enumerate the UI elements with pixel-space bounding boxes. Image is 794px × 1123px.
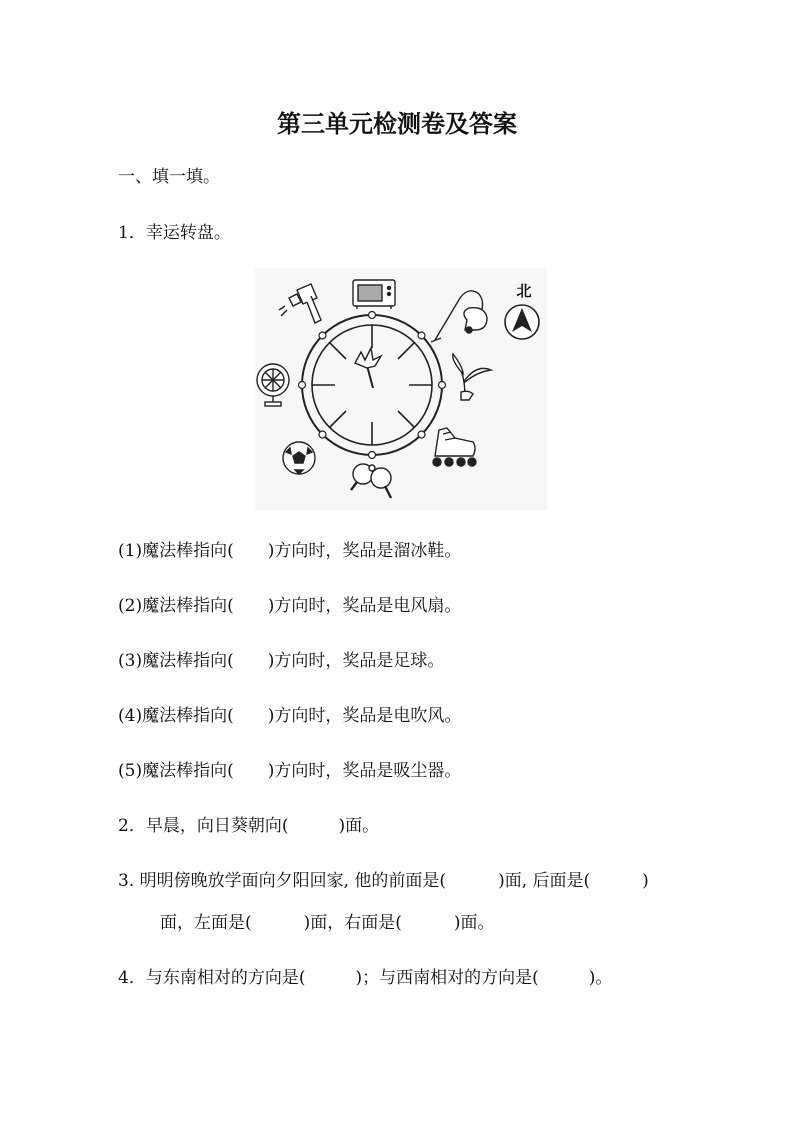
lucky-wheel-figure — [255, 268, 547, 510]
question-3-line-2: 面，左面是( )面，右面是( )面。 — [160, 913, 495, 933]
soccer-ball-icon — [283, 442, 315, 474]
q1-item-5: (5)魔法棒指向( )方向时，奖品是吸尘器。 — [118, 761, 462, 781]
q1-item-4: (4)魔法棒指向( )方向时，奖品是电吹风。 — [118, 706, 462, 726]
section-heading: 一、填一填。 — [118, 167, 220, 187]
question-1-label: 1．幸运转盘。 — [118, 223, 231, 243]
question-3-line-1: 3. 明明傍晚放学面向夕阳回家, 他的前面是( )面, 后面是( ) — [118, 871, 649, 891]
question-2: 2．早晨，向日葵朝向( )面。 — [118, 816, 380, 836]
question-4: 4．与东南相对的方向是( )；与西南相对的方向是( )。 — [118, 968, 613, 988]
microwave-icon — [353, 280, 395, 309]
north-label: 北 — [516, 282, 532, 300]
q1-item-2: (2)魔法棒指向( )方向时，奖品是电风扇。 — [118, 596, 462, 616]
q1-item-1: (1)魔法棒指向( )方向时，奖品是溜冰鞋。 — [118, 541, 462, 561]
q1-item-3: (3)魔法棒指向( )方向时，奖品是足球。 — [118, 651, 445, 671]
page-title: 第三单元检测卷及答案 — [277, 110, 517, 138]
